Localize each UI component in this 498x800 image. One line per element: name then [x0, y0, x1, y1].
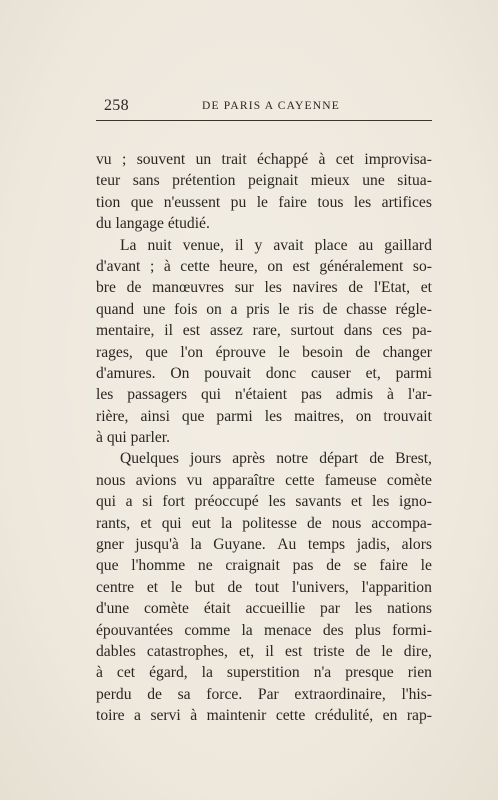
text-line: perdu de sa force. Par extraordinaire, l'his-	[96, 685, 432, 703]
text-line: d'avant ; à cette heure, on est généralement so-	[96, 257, 432, 275]
text-line: que l'homme ne craignait pas de se faire le	[96, 557, 432, 575]
text-line: tion que n'eussent pu le faire tous les artifices	[96, 193, 432, 211]
text-line: centre et le but de tout l'univers, l'apparition	[96, 578, 432, 596]
text-line: teur sans prétention peignait mieux une situa-	[96, 172, 432, 190]
text-line: nous avions vu apparaître cette fameuse comète	[96, 471, 432, 489]
text-line: d'amures. On pouvait donc causer et, parmi	[96, 364, 432, 382]
text-line: gner jusqu'à la Guyane. Au temps jadis, alors	[96, 536, 432, 554]
text-line: qui a si fort préoccupé les savants et les igno-	[96, 493, 432, 511]
text-line: rière, ainsi que parmi les maitres, on trouvait	[96, 407, 432, 425]
header-rule	[96, 120, 432, 121]
text-line: rages, que l'on éprouve le besoin de changer	[96, 343, 432, 361]
text-line: bre de manœuvres sur les navires de l'Etat, et	[96, 279, 432, 297]
text-line: du langage étudié.	[96, 215, 210, 233]
page-header	[96, 97, 432, 115]
text-line: à qui parler.	[96, 429, 171, 447]
text-line: d'une comète était accueillie par les nations	[96, 600, 432, 618]
text-line: toire a servi à maintenir cette crédulité, en rap-	[96, 707, 432, 725]
text-line: épouvantées comme la menace des plus formi-	[96, 621, 432, 639]
body-text	[96, 149, 432, 727]
text-line: à cet égard, la superstition n'a presque rien	[96, 664, 432, 682]
text-line: Quelques jours après notre départ de Brest,	[120, 450, 432, 468]
running-title: DE PARIS A CAYENNE	[202, 100, 341, 112]
text-line: dables catastrophes, et, il est triste de le dire,	[96, 642, 432, 660]
text-line: les passagers qui n'étaient pas admis à l'ar-	[96, 386, 432, 404]
text-line: mentaire, il est assez rare, surtout dans ces pa-	[96, 322, 432, 340]
page-number: 258	[104, 97, 129, 114]
text-line: rants, et qui eut la politesse de nous accompa-	[96, 514, 432, 532]
text-line: La nuit venue, il y avait place au gaillard	[120, 236, 432, 254]
text-line: quand une fois on a pris le ris de chasse régle-	[96, 300, 432, 318]
text-line: vu ; souvent un trait échappé à cet improvisa-	[96, 151, 432, 168]
